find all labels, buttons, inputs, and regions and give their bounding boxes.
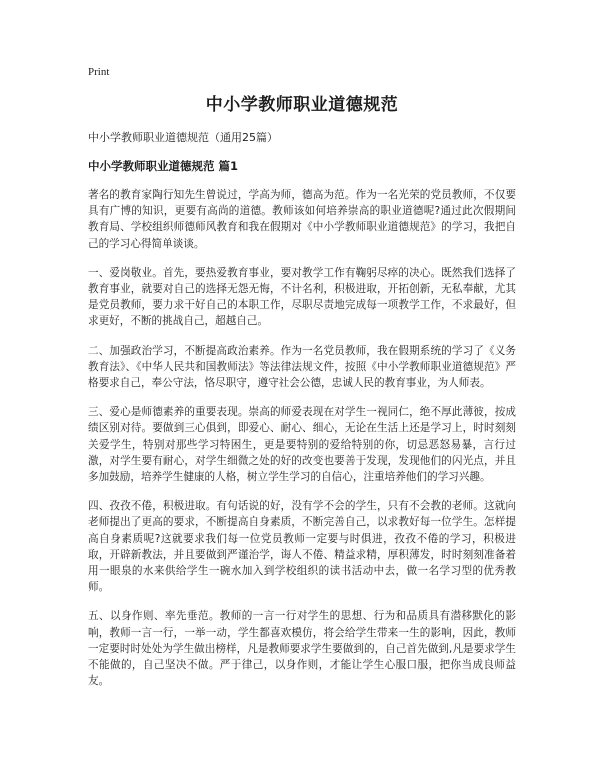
paragraph-point-5: 五、以身作则、率先垂范。教师的一言一行对学生的思想、行为和品质具有潜移默化的影响，教师一言一行，一举一动，学生都喜欢模仿，将会给学生带来一生的影响，因此，教师一定要时时处处为学生做出榜样，凡是教师要求学生要做到的，自己首先做到,凡是要求学生不能做的，自己坚决不做。严于律己，以身作则，才能让学生心服口服，把你当成良师益友。 bbox=[88, 610, 516, 688]
paragraph-point-2: 二、加强政治学习，不断提高政治素养。作为一名党员教师，我在假期系统的学习了《义务教育法》、《中华人民共和国教师法》等法律法规文件，按照《中小学教师职业道德规范》严格要求自己，奉公守法，恪尽职守，遵守社会公德，忠诚人民的教育事业，为人师表。 bbox=[88, 344, 516, 390]
print-link[interactable]: Print bbox=[88, 66, 110, 78]
document-title: 中小学教师职业道德规范 bbox=[205, 95, 399, 115]
section-heading: 中小学教师职业道德规范 篇1 bbox=[88, 159, 239, 173]
document-page bbox=[88, 66, 516, 702]
document-subtitle: 中小学教师职业道德规范（通用25篇） bbox=[88, 131, 278, 144]
paragraph-intro: 著名的教育家陶行知先生曾说过，学高为师，德高为范。作为一名光荣的党员教师，不仅要具有广博的知识，更要有高尚的道德。教师该如何培养崇高的职业道德呢?通过此次假期间教育局、学校组织师德师风教育和我在假期对《中小学教师职业道德规范》的学习，我把自己的学习心得简单谈谈。 bbox=[88, 189, 516, 250]
paragraph-point-1: 一、爱岗敬业。首先，要热爱教育事业，要对教学工作有鞠躬尽瘁的决心。既然我们选择了教育事业，就要对自己的选择无怨无悔，不计名利，积极进取，开拓创新，无私奉献，尤其是党员教师，要力求干好自己的本职工作，尽职尽责地完成每一项教学工作，不求最好，但求更好，不断的挑战自己，超越自己。 bbox=[88, 266, 516, 328]
paragraph-point-4: 四、孜孜不倦，积极进取。有句话说的好，没有学不会的学生，只有不会教的老师。这就向老师提出了更高的要求，不断提高自身素质，不断完善自己，以求教好每一位学生。怎样提高自身素质呢?这就要求我们每一位党员教师一定要与时俱进，孜孜不倦的学习，积极进取，开辟新教法，并且要做到严谨治学，诲人不倦、精益求精，厚积薄发，时时刻刻准备着用一眼泉的水来供给学生一碗水加入到学校组织的读书活动中去，做一名学习型的优秀教师。 bbox=[88, 500, 516, 594]
paragraph-point-3: 三、爱心是师德素养的重要表现。崇高的师爱表现在对学生一视同仁，绝不厚此薄彼，按成绩区别对待。要做到三心俱到，即爱心、耐心、细心，无论在生活上还是学习上，时时刻刻关爱学生，特别对那些学习特困生，更是要特别的爱给特别的你，切忌恶怒易暴，言行过激，对学生要有耐心，对学生细微之处的好的改变也要善于发现，发现他们的闪光点，并且多加鼓励，培养学生健康的人格，树立学生学习的自信心，注重培养他们的学习兴趣。 bbox=[88, 406, 516, 484]
